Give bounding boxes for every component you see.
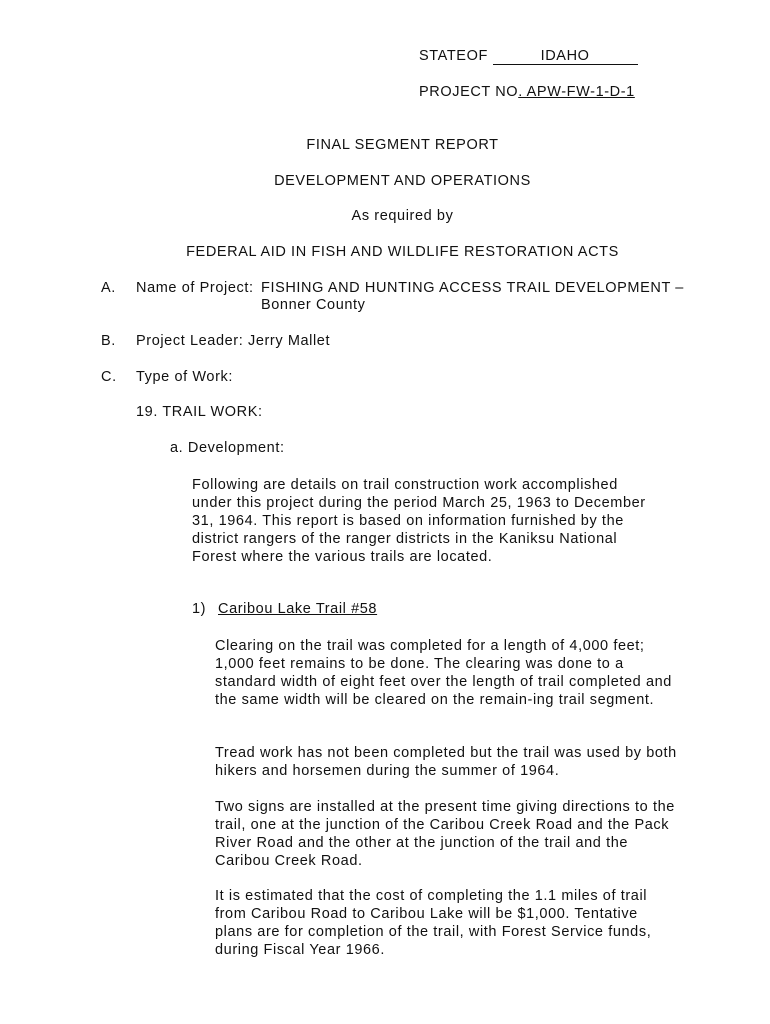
federal-aid-title: FEDERAL AID IN FISH AND WILDLIFE RESTORATION ACTS xyxy=(186,244,619,260)
subsection-heading: a. Development: xyxy=(170,440,285,456)
state-label: STATEOF xyxy=(419,48,488,64)
item-c-marker: C. xyxy=(101,369,117,385)
required-by: As required by xyxy=(351,208,454,224)
trail-item-name: Caribou Lake Trail #58 xyxy=(218,601,378,617)
item-a-label: Name of Project: xyxy=(136,280,254,296)
trail-paragraph-1: Clearing on the trail was completed for a length of 4,000 feet; 1,000 feet remains to be done. The clearing was done to a standard width of eight feet over the length of trail completed and the same width will be cleared on the remain-ing trail segment. xyxy=(215,638,672,708)
trail-paragraph-2: Tread work has not been completed but the trail was used by both hikers and horsemen during the summer of 1964. xyxy=(215,745,677,779)
report-subtitle: DEVELOPMENT AND OPERATIONS xyxy=(274,173,531,189)
report-title: FINAL SEGMENT REPORT xyxy=(306,137,499,153)
item-a-marker: A. xyxy=(101,280,116,296)
project-number-line xyxy=(419,84,635,100)
trail-item-number: 1) xyxy=(192,601,207,617)
item-a-value-line2: Bonner County xyxy=(261,297,366,313)
item-a-value-line1: FISHING AND HUNTING ACCESS TRAIL DEVELOPMENT – xyxy=(261,280,684,296)
trail-paragraph-3: Two signs are installed at the present time giving directions to the trail, one at the junction of the Caribou Creek Road and the Pack River Road and the other at the junction of the trail and the Caribou Creek Road. xyxy=(215,799,675,869)
state-line xyxy=(419,48,638,65)
intro-paragraph: Following are details on trail construction work accomplished under this project during the period March 25, 1963 to December 31, 1964. This report is based on information furnished by the district rangers of the ranger districts in the Kaniksu National Forest where the various trails are located. xyxy=(192,477,646,565)
state-value: IDAHO xyxy=(493,49,638,65)
section-heading: 19. TRAIL WORK: xyxy=(136,404,263,420)
item-b-marker: B. xyxy=(101,333,116,349)
item-b-text: Project Leader: Jerry Mallet xyxy=(136,333,331,349)
trail-paragraph-4: It is estimated that the cost of completing the 1.1 miles of trail from Caribou Road to Caribou Lake will be $1,000. Tentative plans are for completion of the trail, with Forest Service funds, during Fiscal Year 1966. xyxy=(215,888,652,958)
project-label: PROJECT NO xyxy=(419,84,519,100)
item-c-text: Type of Work: xyxy=(136,369,233,385)
project-value: . APW-FW-1-D-1 xyxy=(518,84,635,100)
